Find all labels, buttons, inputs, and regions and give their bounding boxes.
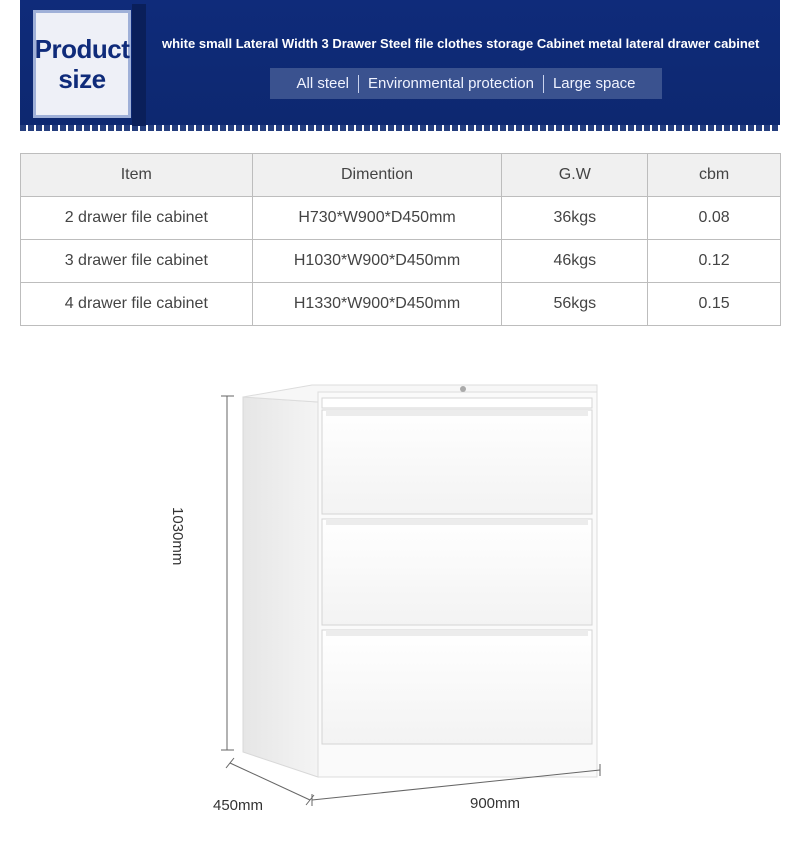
table-row — [21, 283, 781, 326]
cell-cbm: 0.15 — [648, 283, 781, 326]
cell-dimension: H1330*W900*D450mm — [252, 283, 502, 326]
top-rail — [322, 398, 592, 408]
badge-shadow — [132, 4, 146, 126]
cell-cbm: 0.08 — [648, 197, 781, 240]
cell-item: 3 drawer file cabinet — [21, 240, 253, 283]
product-headline: white small Lateral Width 3 Drawer Steel file clothes storage Cabinet metal lateral drawer cabinet — [162, 36, 760, 51]
height-label: 1030mm — [169, 507, 186, 566]
tag-large-space: Large space — [552, 75, 636, 92]
cabinet-side-panel — [243, 397, 318, 777]
cabinet-illustration — [0, 360, 800, 855]
cell-item: 4 drawer file cabinet — [21, 283, 253, 326]
table-header-row — [21, 154, 781, 197]
tag-all-steel: All steel — [296, 75, 350, 92]
table-row — [21, 197, 781, 240]
cell-gw: 56kgs — [502, 283, 648, 326]
drawer-3 — [322, 630, 592, 744]
cell-item: 2 drawer file cabinet — [21, 197, 253, 240]
cell-gw: 46kgs — [502, 240, 648, 283]
cell-dimension: H730*W900*D450mm — [252, 197, 502, 240]
tag-environmental: Environmental protection — [368, 75, 534, 92]
column-header-item: Item — [21, 154, 253, 197]
depth-label: 450mm — [213, 797, 264, 814]
lock-icon — [460, 386, 466, 392]
cell-cbm: 0.12 — [648, 240, 781, 283]
cell-dimension: H1030*W900*D450mm — [252, 240, 502, 283]
product-size-badge — [33, 10, 131, 118]
column-header-dimension: Dimention — [252, 154, 502, 197]
drawer-2 — [322, 519, 592, 625]
column-header-gw: G.W — [502, 154, 648, 197]
column-header-cbm: cbm — [648, 154, 781, 197]
badge-line-1: Product — [34, 34, 130, 64]
table-row — [21, 240, 781, 283]
feature-tags — [270, 68, 662, 99]
badge-line-2: size — [58, 64, 106, 94]
drawer-1 — [322, 410, 592, 514]
width-label: 900mm — [470, 795, 521, 812]
cell-gw: 36kgs — [502, 197, 648, 240]
height-dimension-line — [221, 396, 234, 750]
spec-table — [20, 153, 781, 326]
